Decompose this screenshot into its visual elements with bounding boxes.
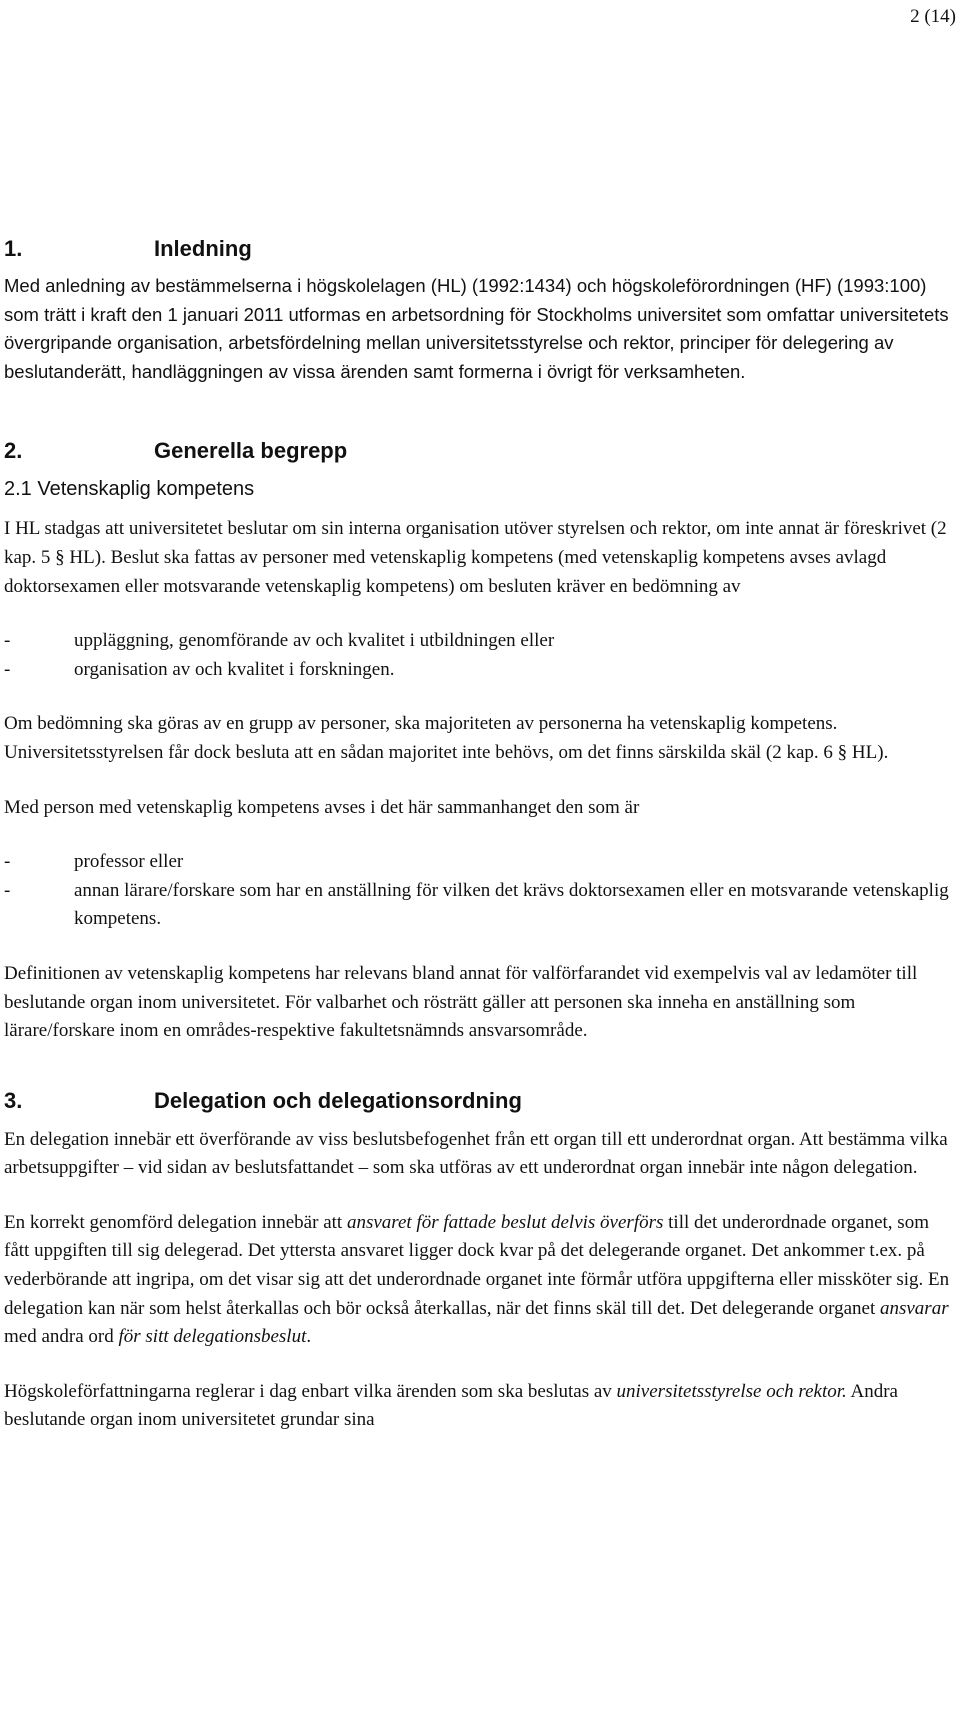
- emphasis: för sitt delegationsbeslut: [118, 1326, 307, 1348]
- emphasis: ansvarar: [879, 1297, 949, 1319]
- paragraph: [4, 1209, 952, 1352]
- section-heading-delegation: [4, 1088, 952, 1114]
- section-title: Generella begrepp: [154, 438, 348, 464]
- dash-list: [4, 848, 952, 934]
- list-dash: -: [4, 658, 11, 680]
- list-item-text: professor eller: [74, 851, 184, 873]
- page-number: 2 (14): [910, 6, 956, 27]
- text-run: Andra beslutande organ inom universitetet grundar sina: [4, 1380, 898, 1431]
- paragraph: En delegation innebär ett överförande av viss beslutsbefogenhet från ett organ till ett underordnat organ. Att bestämma vilka arbetsuppgifter – vid sidan av beslutsfattandet – som ska utföras av ett underordnat organ innebär inte någon delegation.: [4, 1128, 948, 1179]
- text-run: med andra ord: [4, 1326, 119, 1348]
- section-title: Inledning: [154, 236, 252, 261]
- intro-paragraph: Med anledning av bestämmelserna i högskolelagen (HL) (1992:1434) och högskoleförordningen (HF) (1993:100) som trätt i kraft den 1 januari 2011 utformas en arbetsordning för Stockholms universitet som omfattar universitetets övergripande organisation, arbetsfördelning mellan universitetsstyrelse och rektor, principer för delegering av beslutanderätt, handläggningen av vissa ärenden samt formerna i övrigt för verksamheten.: [4, 275, 949, 382]
- list-item: [4, 656, 952, 685]
- section-number: 2.: [4, 438, 23, 464]
- list-dash: -: [4, 851, 11, 873]
- section-number: 1.: [4, 236, 23, 261]
- paragraph: Om bedömning ska göras av en grupp av personer, ska majoriteten av personerna ha vetenskaplig kompetens. Universitetsstyrelsen får dock besluta att en sådan majoritet inte behövs, om det finns särskilda skäl (2 kap. 6 § HL).: [4, 713, 889, 763]
- list-item: [4, 627, 952, 656]
- emphasis: ansvaret för fattade beslut delvis överförs: [346, 1211, 664, 1233]
- section-number: 3.: [4, 1087, 23, 1113]
- section-title: Delegation och delegationsordning: [154, 1087, 522, 1113]
- paragraph: I HL stadgas att universitetet beslutar om sin interna organisation utöver styrelsen och rektor, om inte annat är föreskrivet (2 kap. 5 § HL). Beslut ska fattas av personer med vetenskaplig kompetens (med vetenskaplig kompetens avses avlagd doktorsexamen eller motsvarande vetenskaplig kompetens) om besluten kräver en bedömning av: [4, 518, 947, 597]
- paragraph: Med person med vetenskaplig kompetens avses i det här sammanhanget den som är: [4, 796, 640, 818]
- section-heading-inledning: [4, 236, 952, 262]
- list-dash: -: [4, 630, 11, 652]
- text-run: Högskoleförfattningarna reglerar i dag enbart vilka ärenden som ska beslutas av: [4, 1380, 617, 1402]
- list-item-text: annan lärare/forskare som har en anställning för vilken det krävs doktorsexamen eller en motsvarande vetenskaplig kompetens.: [74, 879, 949, 930]
- list-item-text: uppläggning, genomförande av och kvalitet i utbildningen eller: [74, 630, 555, 652]
- text-run: En korrekt genomförd delegation innebär att: [4, 1211, 347, 1233]
- list-item-text: organisation av och kvalitet i forskningen.: [74, 658, 395, 680]
- text-run: .: [306, 1326, 312, 1348]
- document-body: [4, 236, 952, 1461]
- dash-list: [4, 627, 952, 684]
- list-dash: -: [4, 879, 11, 901]
- emphasis: universitetsstyrelse och rektor.: [616, 1380, 847, 1402]
- subsection-heading: 2.1 Vetenskaplig kompetens: [4, 478, 255, 501]
- section-heading-generella-begrepp: [4, 438, 952, 464]
- list-item: [4, 848, 952, 877]
- paragraph: [4, 1378, 952, 1435]
- text-run: till det underordnade organet, som fått uppgiften till sig delegerad. Det yttersta ansvaret ligger dock kvar på det delegerande organet. Det ankommer t.ex. på vederbörande att ingripa, om det visar sig att det underordnade organet inte förmår utföra uppgifterna eller missköter sig. En delegation kan när som helst återkallas och bör också återkallas, när det finns skäl till det. Det delegerande organet: [4, 1211, 950, 1319]
- list-item: [4, 877, 952, 934]
- paragraph: Definitionen av vetenskaplig kompetens har relevans bland annat för valförfarandet vid exempelvis val av ledamöter till beslutande organ inom universitetet. För valbarhet och rösträtt gäller att personen ska inneha en anställning som lärare/forskare inom en områdes-respektive fakultetsnämnds ansvarsområde.: [4, 962, 918, 1042]
